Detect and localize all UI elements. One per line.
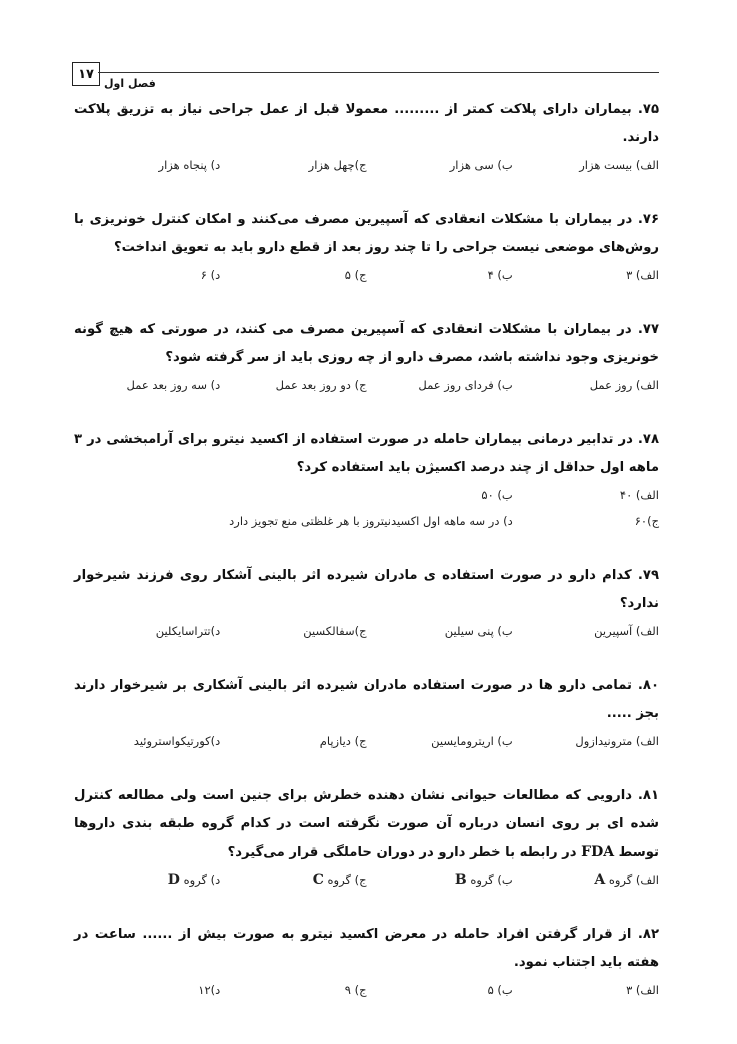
option-b: ب) فردای روز عمل [418,378,513,392]
question-text: ۸۲. از قرار گرفتن افراد حامله در معرض اکسید نیترو به صورت بیش از ...... ساعت در هفته باید اجتناب نمود. [74,927,659,970]
question-81 [74,782,659,893]
option-c: ج) دیازپام [319,734,367,748]
option-d: د) در سه ماهه اول اکسیدنیتروز با هر غلظتی منع تجویز دارد [229,514,513,528]
question-76 [74,206,659,288]
option-a: الف) ۳ [626,983,659,997]
option-b: ب) ۵ [487,983,513,997]
question-list [74,96,659,1003]
option-d: د) سه روز بعد عمل [126,378,221,392]
question-text: ۸۰. تمامی دارو ها در صورت استفاده مادران شیرده اثر بالینی آشکاری بر شیرخوار دارند بجز ..... [74,678,659,721]
option-a: الف) روز عمل [589,378,659,392]
question-text: ۷۵. بیماران دارای پلاکت کمتر از ......... معمولا قبل از عمل جراحی نیاز به تزریق پلاکت دارند. [74,102,659,145]
option-d: د) پنجاه هزار [158,158,221,172]
options [74,482,659,534]
option-c: ج) گروه C [312,872,367,888]
options [74,728,659,754]
option-b: ب) سی هزار [449,158,513,172]
question-79 [74,562,659,644]
question-text: ۸۱. دارویی که مطالعات حیوانی نشان دهنده خطرش برای جنین است ولی مطالعه کنترل شده ای بر روی انسان درباره آن صورت نگرفته است در کدام گروه طبقه بندی داروها توسط FDA در رابطه با خطر دارو در دوران حاملگی قرار می‌گیرد؟ [74,788,659,860]
option-c: ج)۶۰ [634,514,659,528]
question-text: ۷۶. در بیماران با مشکلات انعقادی که آسپیرین مصرف می‌کنند و امکان کنترل خونریزی با روش‌های موضعی نیست جراحی را تا چند روز بعد از قطع دارو باید به تعویق انداخت؟ [74,212,659,255]
option-a: الف) ۳ [626,268,659,282]
question-text: ۷۷. در بیماران با مشکلات انعقادی که آسپیرین مصرف می کنند، در صورتی که هیچ گونه خونریزی وجود نداشته باشد، مصرف دارو از چه روزی باید از سر گرفته شود؟ [74,322,659,365]
fda-label: FDA [581,844,615,860]
options [74,867,659,893]
option-d: د) گروه D [167,872,221,888]
page-number: ۱۷ [78,66,94,82]
option-b: ب) ۴ [487,268,513,282]
question-78 [74,426,659,534]
question-text: ۷۸. در تدابیر درمانی بیماران حامله در صورت استفاده از اکسید نیترو برای آرامبخشی در ۳ ماهه اول حداقل از چند درصد اکسیژن باید استفاده کرد؟ [74,432,659,475]
option-c: ج)سفالکسین [303,624,367,638]
chapter-title: فصل اول [104,77,156,90]
option-c: ج)چهل هزار [308,158,367,172]
option-a: الف) گروه A [594,872,659,888]
option-a: الف) آسپیرین [594,624,659,638]
option-a: الف) مترونیدازول [575,734,659,748]
option-c: ج) دو روز بعد عمل [275,378,367,392]
option-b: ب) پنی سیلین [444,624,513,638]
question-82 [74,921,659,1003]
option-b: ب) ۵۰ [481,488,513,502]
header-divider [98,72,659,73]
option-a: الف) ۴۰ [619,488,659,502]
options [74,618,659,644]
option-d: د)۱۲ [198,983,221,997]
option-b: ب) اریترومایسین [431,734,513,748]
option-c: ج) ۵ [344,268,367,282]
options [74,977,659,1003]
question-77 [74,316,659,398]
options [74,372,659,398]
options [74,262,659,288]
option-b: ب) گروه B [454,872,513,888]
options [74,152,659,178]
option-c: ج) ۹ [344,983,367,997]
question-text: ۷۹. کدام دارو در صورت استفاده ی مادران شیرده اثر بالینی آشکار روی فرزند شیرخوار ندارد؟ [74,568,659,611]
question-80 [74,672,659,754]
question-75 [74,96,659,178]
option-a: الف) بیست هزار [579,158,659,172]
page-number-box [72,62,100,86]
option-d: د) ۶ [200,268,221,282]
option-d: د)کورتیکواستروئید [133,734,221,748]
option-d: د)تتراسایکلین [155,624,221,638]
